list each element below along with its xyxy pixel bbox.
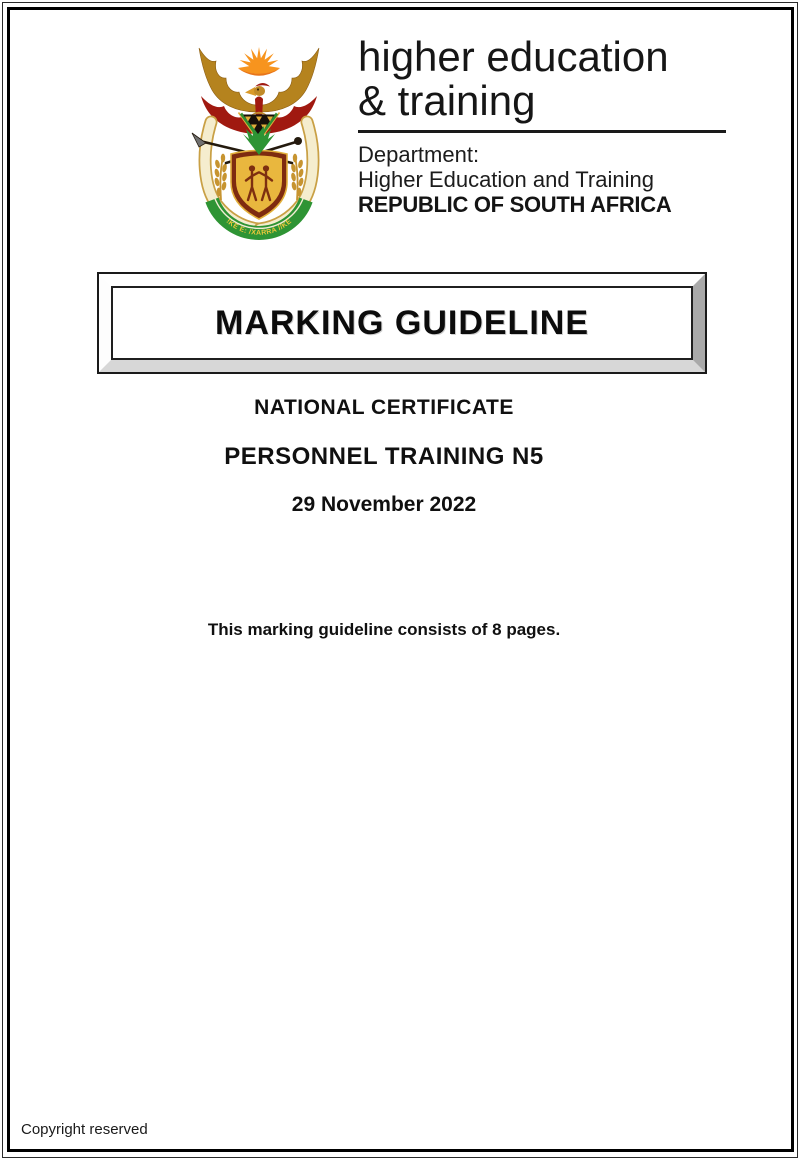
copyright-note: Copyright reserved [21,1121,148,1138]
title-box-inner [111,286,693,360]
brand-line-2: & training [358,77,536,124]
document-title: MARKING GUIDELINE [215,303,589,342]
certificate-heading: NATIONAL CERTIFICATE [254,396,514,419]
sun-icon [238,47,280,76]
emblem-motto-text: !KE E: /XARRA //KE [224,217,294,237]
department-header [186,33,746,245]
department-name: Higher Education and Training [358,167,654,192]
department-label: Department: [358,142,480,167]
title-box-bevel [99,274,705,372]
shield-icon [231,151,287,220]
masthead-text [358,35,748,217]
country-name: REPUBLIC OF SOUTH AFRICA [358,192,672,217]
brand-line-1: higher education [358,33,669,80]
pages-note: This marking guideline consists of 8 pages. [207,620,561,639]
brand-wordmark [358,35,748,123]
subject-heading: PERSONNEL TRAINING N5 [224,443,544,470]
header-divider [358,130,726,133]
coat-of-arms-logo [186,42,332,240]
secretary-bird-icon [245,83,270,119]
exam-date: 29 November 2022 [291,493,477,516]
title-box [97,272,707,374]
